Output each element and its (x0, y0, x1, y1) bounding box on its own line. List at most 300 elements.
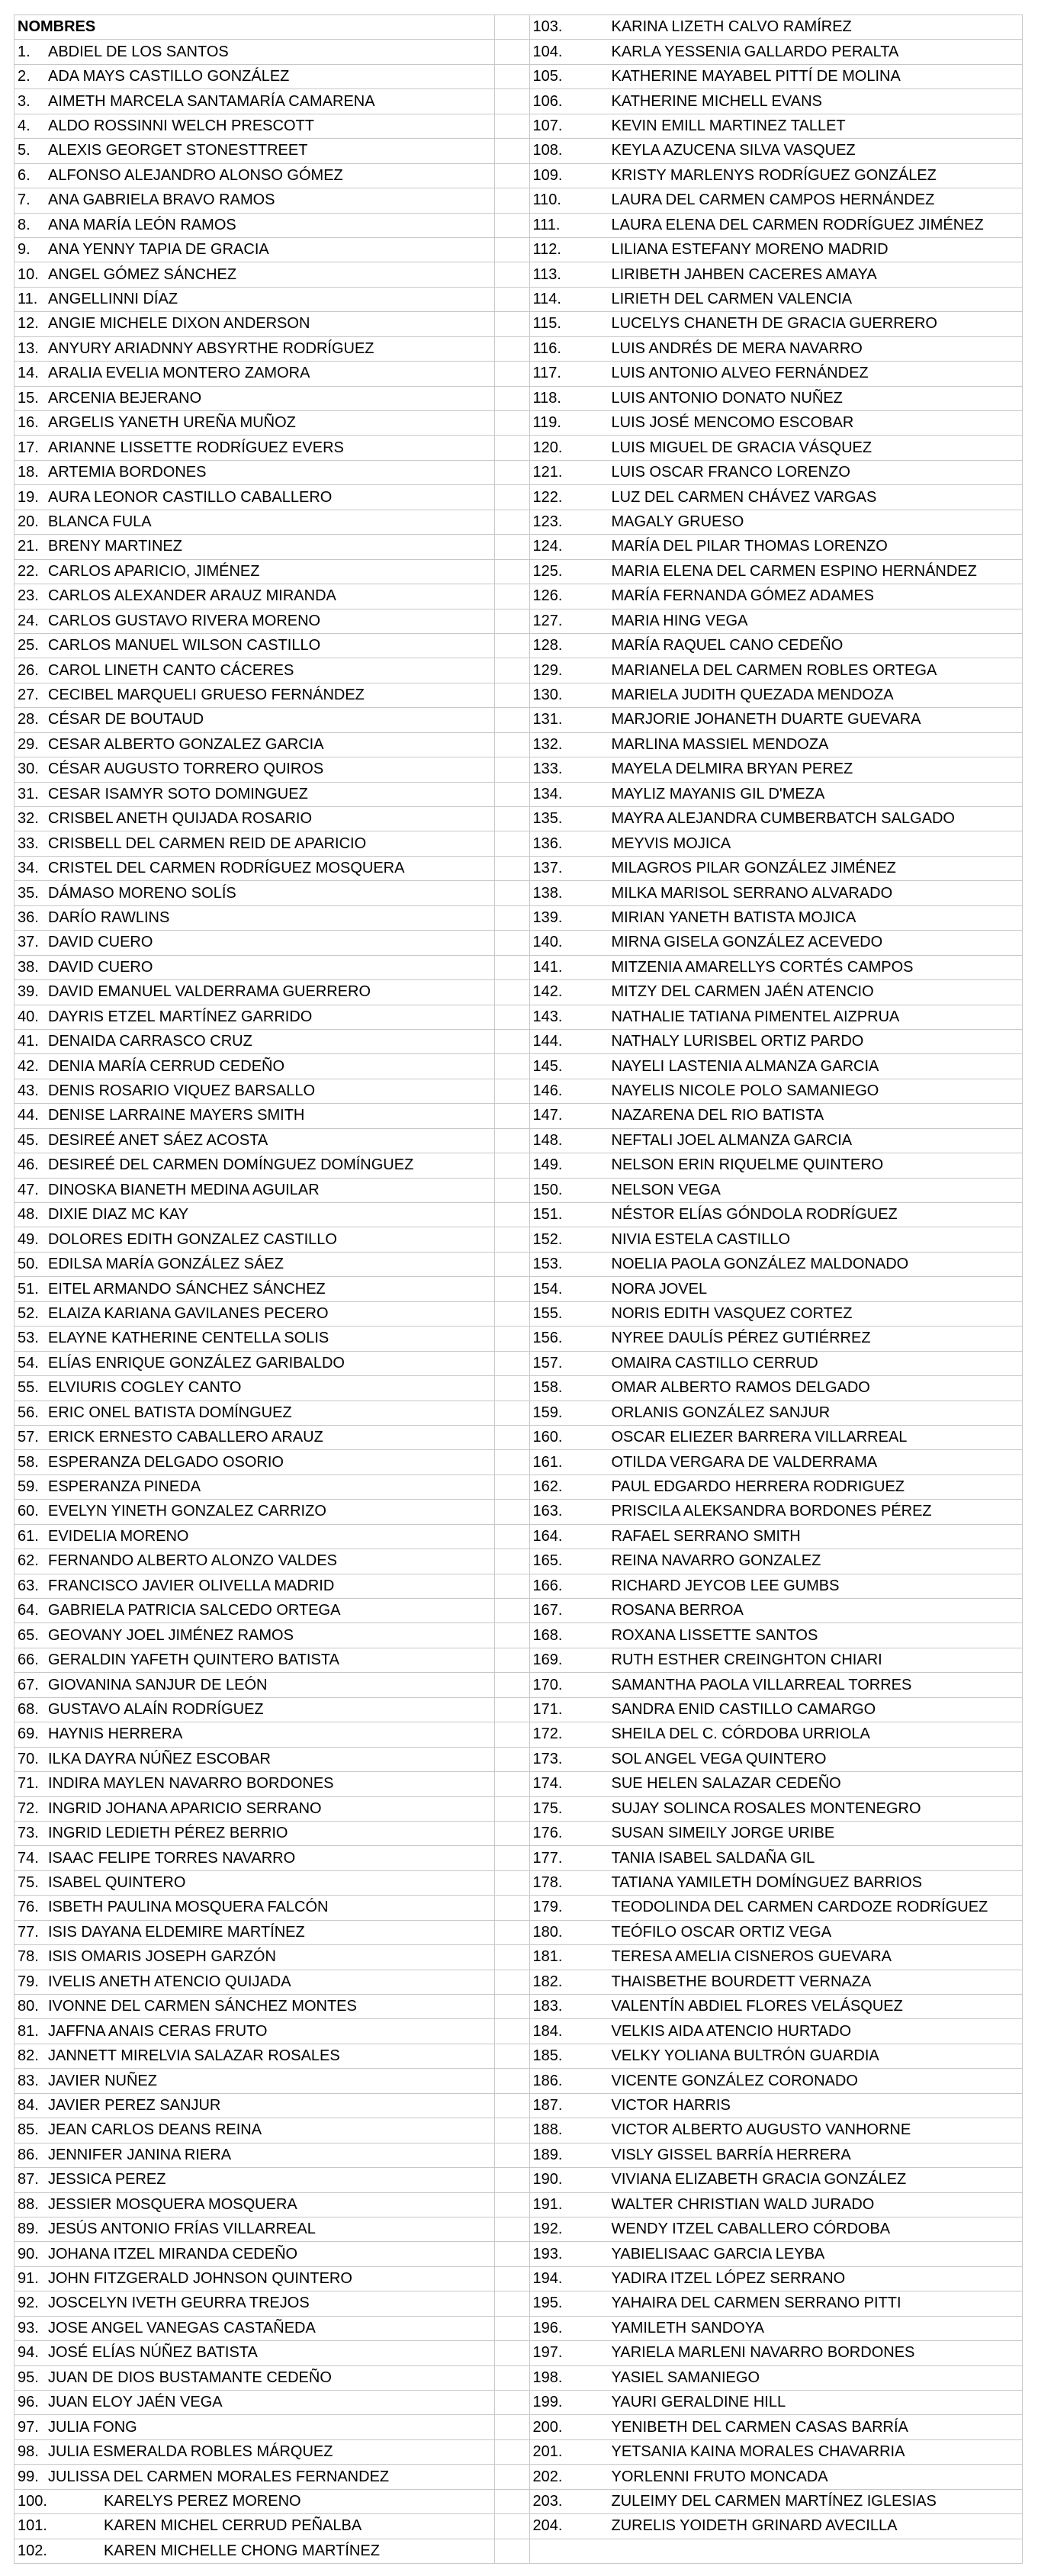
person-name: MARIANELA DEL CARMEN ROBLES ORTEGA (611, 661, 937, 679)
row-number: 152. (532, 1230, 563, 1248)
person-name: CARLOS MANUEL WILSON CASTILLO (48, 637, 321, 654)
spacer-cell (495, 783, 530, 807)
row-number: 88. (18, 2195, 39, 2213)
table-row (530, 15, 1024, 40)
spacer-cell (495, 485, 530, 510)
table-row (530, 1179, 1024, 1203)
person-name: LUZ DEL CARMEN CHÁVEZ VARGAS (611, 488, 877, 506)
row-number: 149. (532, 1156, 563, 1174)
names-table (14, 14, 1023, 2564)
person-name: ALFONSO ALEJANDRO ALONSO GÓMEZ (48, 166, 343, 184)
person-name: ISIS DAYANA ELDEMIRE MARTÍNEZ (48, 1923, 305, 1941)
person-name: NATHALY LURISBEL ORTIZ PARDO (611, 1033, 864, 1050)
person-name: CECIBEL MARQUELI GRUESO FERNÁNDEZ (48, 687, 365, 704)
row-number: 95. (18, 2369, 39, 2386)
table-row (14, 288, 495, 312)
row-number: 148. (532, 1131, 563, 1149)
spacer-cell (495, 609, 530, 634)
table-row (530, 1673, 1024, 1697)
row-number: 82. (18, 2047, 39, 2065)
row-number: 76. (18, 1899, 39, 1916)
row-number: 192. (532, 2221, 563, 2238)
row-number: 163. (532, 1503, 563, 1520)
person-name: ARIANNE LISSETTE RODRÍGUEZ EVERS (48, 439, 344, 456)
person-name: ABDIEL DE LOS SANTOS (48, 43, 229, 60)
spacer-cell (495, 1574, 530, 1599)
table-row (530, 461, 1024, 485)
table-row (14, 1673, 495, 1697)
table-row (530, 362, 1024, 386)
person-name: PRISCILA ALEKSANDRA BORDONES PÉREZ (611, 1503, 932, 1520)
row-number: 178. (532, 1874, 563, 1892)
table-row (14, 1574, 495, 1599)
header-label: NOMBRES (18, 18, 96, 36)
spacer-cell (495, 1054, 530, 1079)
table-row (14, 2317, 495, 2341)
table-row (530, 1253, 1024, 1277)
row-number: 89. (18, 2221, 39, 2238)
row-number: 140. (532, 934, 563, 951)
spacer-cell (495, 1921, 530, 1945)
person-name: RUTH ESTHER CREINGHTON CHIARI (611, 1651, 882, 1669)
person-name: NAYELI LASTENIA ALMANZA GARCIA (611, 1057, 879, 1075)
spacer-cell (495, 411, 530, 436)
table-row (530, 931, 1024, 955)
row-number: 3. (18, 92, 31, 110)
table-row (14, 783, 495, 807)
table-row (14, 658, 495, 683)
person-name: JAVIER NUÑEZ (48, 2072, 157, 2089)
spacer-cell (495, 1352, 530, 1376)
table-row (530, 1525, 1024, 1549)
person-name: DAVID CUERO (48, 934, 153, 951)
table-row (530, 1921, 1024, 1945)
spacer-cell (495, 2490, 530, 2514)
row-number: 195. (532, 2295, 563, 2312)
person-name: JULIA FONG (48, 2418, 137, 2436)
person-name: CARLOS APARICIO, JIMÉNEZ (48, 562, 260, 580)
person-name: MARÍA RAQUEL CANO CEDEÑO (611, 637, 844, 654)
table-row (14, 2465, 495, 2489)
person-name: ILKA DAYRA NÚÑEZ ESCOBAR (48, 1750, 271, 1767)
person-name: MARLINA MASSIEL MENDOZA (611, 735, 829, 753)
table-row (530, 214, 1024, 238)
table-row (530, 1426, 1024, 1450)
table-row (530, 980, 1024, 1005)
row-number: 64. (18, 1602, 39, 1619)
table-row (14, 906, 495, 931)
table-row (14, 1623, 495, 1648)
row-number: 18. (18, 464, 39, 481)
person-name: NÉSTOR ELÍAS GÓNDOLA RODRÍGUEZ (611, 1206, 898, 1224)
row-number: 22. (18, 562, 39, 580)
person-name: JESSICA PEREZ (48, 2171, 166, 2188)
row-number: 51. (18, 1280, 39, 1298)
row-number: 24. (18, 612, 39, 629)
row-number: 61. (18, 1527, 39, 1545)
table-row (14, 1450, 495, 1475)
row-number: 126. (532, 587, 563, 605)
row-number: 170. (532, 1676, 563, 1693)
row-number: 25. (18, 637, 39, 654)
row-number: 183. (532, 1998, 563, 2015)
person-name: ELÍAS ENRIQUE GONZÁLEZ GARIBALDO (48, 1354, 345, 1372)
person-name: JESSIER MOSQUERA MOSQUERA (48, 2195, 297, 2213)
person-name: ARCENIA BEJERANO (48, 389, 202, 407)
row-number: 130. (532, 687, 563, 704)
table-row (14, 1970, 495, 1995)
row-number: 145. (532, 1057, 563, 1075)
spacer-cell (495, 1401, 530, 1426)
row-number: 103. (532, 18, 563, 36)
row-number: 39. (18, 983, 39, 1001)
table-row (530, 1896, 1024, 1920)
person-name: TATIANA YAMILETH DOMÍNGUEZ BARRIOS (611, 1874, 922, 1892)
spacer-cell (495, 510, 530, 535)
row-number: 102. (18, 2542, 47, 2559)
person-name: EDILSA MARÍA GONZÁLEZ SÁEZ (48, 1256, 284, 1273)
person-name: LUCELYS CHANETH DE GRACIA GUERRERO (611, 315, 937, 333)
person-name: WENDY ITZEL CABALLERO CÓRDOBA (611, 2221, 891, 2238)
person-name: JOHANA ITZEL MIRANDA CEDEÑO (48, 2245, 298, 2262)
table-row (14, 857, 495, 881)
spacer-cell (495, 2291, 530, 2316)
row-number: 202. (532, 2468, 563, 2485)
table-row (530, 683, 1024, 708)
spacer-cell (495, 1549, 530, 1574)
table-row (530, 956, 1024, 980)
row-number: 199. (532, 2394, 563, 2411)
table-row (14, 2069, 495, 2093)
person-name: JOSCELYN IVETH GEURRA TREJOS (48, 2295, 310, 2312)
table-row (530, 411, 1024, 436)
person-name: SUE HELEN SALAZAR CEDEÑO (611, 1775, 841, 1793)
spacer-cell (495, 956, 530, 980)
table-row (530, 1500, 1024, 1524)
row-number: 179. (532, 1899, 563, 1916)
spacer-cell (495, 1475, 530, 1500)
spacer-cell (495, 881, 530, 905)
table-row (14, 436, 495, 460)
person-name: KAREN MICHEL CERRUD PEÑALBA (104, 2517, 362, 2535)
person-name: DENAIDA CARRASCO CRUZ (48, 1033, 252, 1050)
row-number: 196. (532, 2319, 563, 2336)
person-name: SUSAN SIMEILY JORGE URIBE (611, 1825, 835, 1842)
spacer-cell (495, 2539, 530, 2564)
row-number: 187. (532, 2096, 563, 2114)
person-name: CESAR ALBERTO GONZALEZ GARCIA (48, 735, 324, 753)
table-row (530, 2118, 1024, 2143)
person-name: ELVIURIS COGLEY CANTO (48, 1379, 242, 1397)
spacer-cell (495, 1500, 530, 1524)
spacer-cell (495, 1970, 530, 1995)
row-number: 16. (18, 414, 39, 432)
table-row (530, 584, 1024, 609)
person-name: INGRID LEDIETH PÉREZ BERRIO (48, 1825, 288, 1842)
row-number: 159. (532, 1404, 563, 1421)
row-number: 98. (18, 2443, 39, 2461)
person-name: VELKY YOLIANA BULTRÓN GUARDIA (611, 2047, 879, 2065)
names-column-left (14, 15, 495, 2564)
row-number: 157. (532, 1354, 563, 1372)
row-number: 23. (18, 587, 39, 605)
table-row (530, 2317, 1024, 2341)
row-number: 12. (18, 315, 39, 333)
spacer-cell (495, 2242, 530, 2266)
person-name: ROXANA LISSETTE SANTOS (611, 1626, 818, 1644)
person-name: ANGEL GÓMEZ SÁNCHEZ (48, 265, 237, 283)
person-name: ISABEL QUINTERO (48, 1874, 186, 1892)
spacer-cell (495, 1227, 530, 1252)
table-row (530, 1772, 1024, 1796)
person-name: CÉSAR AUGUSTO TORRERO QUIROS (48, 761, 324, 778)
row-number: 110. (532, 191, 561, 209)
table-row (14, 2019, 495, 2044)
row-number: 57. (18, 1429, 39, 1446)
table-row (14, 2539, 495, 2564)
person-name: INDIRA MAYLEN NAVARRO BORDONES (48, 1775, 334, 1793)
person-name: TEÓFILO OSCAR ORTIZ VEGA (611, 1923, 832, 1941)
person-name: ADA MAYS CASTILLO GONZÁLEZ (48, 68, 290, 85)
table-row (530, 881, 1024, 905)
row-number: 153. (532, 1256, 563, 1273)
spacer-cell (495, 1153, 530, 1178)
table-row (530, 1871, 1024, 1896)
row-number: 184. (532, 2022, 563, 2040)
table-row (14, 485, 495, 510)
row-number: 123. (532, 513, 563, 530)
row-number: 43. (18, 1082, 39, 1100)
person-name: MIRIAN YANETH BATISTA MOJICA (611, 909, 856, 926)
spacer-cell (495, 2366, 530, 2391)
person-name: KARINA LIZETH CALVO RAMÍREZ (611, 18, 852, 36)
table-row (14, 2094, 495, 2118)
row-number: 15. (18, 389, 39, 407)
person-name: ANA YENNY TAPIA DE GRACIA (48, 241, 269, 259)
table-row (530, 2366, 1024, 2391)
row-number: 31. (18, 785, 39, 802)
row-number: 176. (532, 1825, 563, 1842)
table-row (530, 1401, 1024, 1426)
person-name: NOELIA PAOLA GONZÁLEZ MALDONADO (611, 1256, 909, 1273)
table-row (14, 1302, 495, 1327)
person-name: YAMILETH SANDOYA (611, 2319, 764, 2336)
spacer-cell (495, 2143, 530, 2168)
table-row (530, 312, 1024, 336)
person-name: DAVID EMANUEL VALDERRAMA GUERRERO (48, 983, 371, 1001)
person-name: JOSE ANGEL VANEGAS CASTAÑEDA (48, 2319, 316, 2336)
person-name: CAROL LINETH CANTO CÁCERES (48, 661, 294, 679)
table-row (530, 2143, 1024, 2168)
table-row (530, 1797, 1024, 1822)
row-number: 87. (18, 2171, 39, 2188)
table-row (530, 188, 1024, 213)
table-row (14, 1005, 495, 1030)
row-number: 197. (532, 2344, 563, 2362)
person-name: GIOVANINA SANJUR DE LEÓN (48, 1676, 268, 1693)
person-name: HAYNIS HERRERA (48, 1725, 183, 1743)
person-name: CARLOS ALEXANDER ARAUZ MIRANDA (48, 587, 336, 605)
row-number: 67. (18, 1676, 39, 1693)
row-number: 112. (532, 241, 561, 259)
row-number: 106. (532, 92, 563, 110)
person-name: CÉSAR DE BOUTAUD (48, 711, 204, 728)
person-name: MAGALY GRUESO (611, 513, 744, 530)
row-number: 50. (18, 1256, 39, 1273)
spacer-cell (495, 1450, 530, 1475)
person-name: TANIA ISABEL SALDAÑA GIL (611, 1849, 815, 1867)
person-name: JUAN DE DIOS BUSTAMANTE CEDEÑO (48, 2369, 332, 2386)
table-row (530, 1475, 1024, 1500)
table-row (14, 2168, 495, 2192)
row-number: 6. (18, 166, 31, 184)
table-row (530, 337, 1024, 362)
person-name: VALENTÍN ABDIEL FLORES VELÁSQUEZ (611, 1998, 903, 2015)
person-name: CRISTEL DEL CARMEN RODRÍGUEZ MOSQUERA (48, 860, 405, 877)
table-row (14, 262, 495, 287)
person-name: EVELYN YINETH GONZALEZ CARRIZO (48, 1503, 326, 1520)
table-row (530, 757, 1024, 782)
row-number: 91. (18, 2270, 39, 2288)
table-row (530, 783, 1024, 807)
table-row (14, 1822, 495, 1846)
row-number: 19. (18, 488, 39, 506)
person-name: NORIS EDITH VASQUEZ CORTEZ (611, 1304, 853, 1322)
table-row (14, 139, 495, 163)
person-name: SANDRA ENID CASTILLO CAMARGO (611, 1700, 876, 1718)
spacer-cell (495, 831, 530, 856)
spacer-cell (495, 1698, 530, 1722)
row-number: 10. (18, 265, 39, 283)
spacer-cell (495, 584, 530, 609)
row-number: 132. (532, 735, 563, 753)
spacer-cell (495, 1673, 530, 1697)
spacer-cell (495, 1302, 530, 1327)
table-row (530, 2019, 1024, 2044)
table-row (530, 560, 1024, 584)
table-row (530, 89, 1024, 114)
table-row (14, 1921, 495, 1945)
person-name: NEFTALI JOEL ALMANZA GARCIA (611, 1131, 853, 1149)
spacer-cell (495, 40, 530, 64)
spacer-cell (495, 2317, 530, 2341)
table-row (14, 114, 495, 139)
row-number: 142. (532, 983, 563, 1001)
row-number: 107. (532, 117, 563, 134)
row-number: 177. (532, 1849, 563, 1867)
table-row (14, 89, 495, 114)
person-name: LUIS OSCAR FRANCO LORENZO (611, 464, 850, 481)
row-number: 129. (532, 661, 563, 679)
spacer-cell (495, 931, 530, 955)
person-name: IVONNE DEL CARMEN SÁNCHEZ MONTES (48, 1998, 357, 2015)
row-number: 65. (18, 1626, 39, 1644)
person-name: LUIS ANTONIO ALVEO FERNÁNDEZ (611, 365, 869, 382)
person-name: INGRID JOHANA APARICIO SERRANO (48, 1799, 322, 1817)
person-name: SOL ANGEL VEGA QUINTERO (611, 1750, 827, 1767)
spacer-cell (495, 560, 530, 584)
person-name: AIMETH MARCELA SANTAMARÍA CAMARENA (48, 92, 375, 110)
row-number: 194. (532, 2270, 563, 2288)
table-row (14, 560, 495, 584)
row-number: 139. (532, 909, 563, 926)
table-row (530, 1054, 1024, 1079)
table-row (14, 1401, 495, 1426)
person-name: AURA LEONOR CASTILLO CABALLERO (48, 488, 333, 506)
row-number: 117. (532, 365, 561, 382)
row-number: 118. (532, 389, 561, 407)
row-number: 41. (18, 1033, 39, 1050)
row-number: 4. (18, 117, 31, 134)
row-number: 90. (18, 2245, 39, 2262)
person-name: ISAAC FELIPE TORRES NAVARRO (48, 1849, 296, 1867)
row-number: 93. (18, 2319, 39, 2336)
spacer-cell (495, 1945, 530, 1970)
person-name: SHEILA DEL C. CÓRDOBA URRIOLA (611, 1725, 870, 1743)
table-row (530, 609, 1024, 634)
table-row (530, 40, 1024, 64)
person-name: LIRIETH DEL CARMEN VALENCIA (611, 291, 853, 308)
table-header (14, 15, 495, 40)
row-number: 143. (532, 1008, 563, 1025)
table-row (530, 2168, 1024, 2192)
spacer-cell (495, 535, 530, 559)
row-number: 141. (532, 958, 563, 976)
table-row (14, 1599, 495, 1623)
spacer-cell (495, 461, 530, 485)
person-name: ALEXIS GEORGET STONESTTREET (48, 142, 308, 159)
row-number: 111. (532, 216, 561, 233)
spacer-cell (495, 708, 530, 732)
spacer-cell (495, 1822, 530, 1846)
table-row (14, 2044, 495, 2069)
table-row (14, 164, 495, 188)
person-name: MEYVIS MOJICA (611, 835, 731, 852)
person-name: MILAGROS PILAR GONZÁLEZ JIMÉNEZ (611, 860, 896, 877)
person-name: YAHAIRA DEL CARMEN SERRANO PITTI (611, 2295, 901, 2312)
row-number: 60. (18, 1503, 39, 1520)
person-name: KRISTY MARLENYS RODRÍGUEZ GONZÁLEZ (611, 166, 937, 184)
row-number: 37. (18, 934, 39, 951)
row-number: 94. (18, 2344, 39, 2362)
person-name: VIVIANA ELIZABETH GRACIA GONZÁLEZ (611, 2171, 907, 2188)
person-name: MAYELA DELMIRA BRYAN PEREZ (611, 761, 853, 778)
table-row (14, 510, 495, 535)
spacer-cell (495, 857, 530, 881)
table-row (14, 411, 495, 436)
row-number: 21. (18, 538, 39, 555)
table-row (530, 857, 1024, 881)
table-row (14, 1722, 495, 1747)
person-name: JULISSA DEL CARMEN MORALES FERNANDEZ (48, 2468, 390, 2485)
row-number: 32. (18, 810, 39, 828)
spacer-cell (495, 1599, 530, 1623)
row-number: 75. (18, 1874, 39, 1892)
table-row (530, 1005, 1024, 1030)
table-row (530, 485, 1024, 510)
person-name: GABRIELA PATRICIA SALCEDO ORTEGA (48, 1602, 341, 1619)
table-row (14, 1797, 495, 1822)
row-number: 96. (18, 2394, 39, 2411)
table-row (530, 2514, 1024, 2539)
table-row (530, 2490, 1024, 2514)
table-row (14, 757, 495, 782)
table-row (530, 2415, 1024, 2439)
row-number: 45. (18, 1131, 39, 1149)
person-name: ROSANA BERROA (611, 1602, 744, 1619)
spacer-cell (495, 733, 530, 757)
table-row (530, 1327, 1024, 1351)
